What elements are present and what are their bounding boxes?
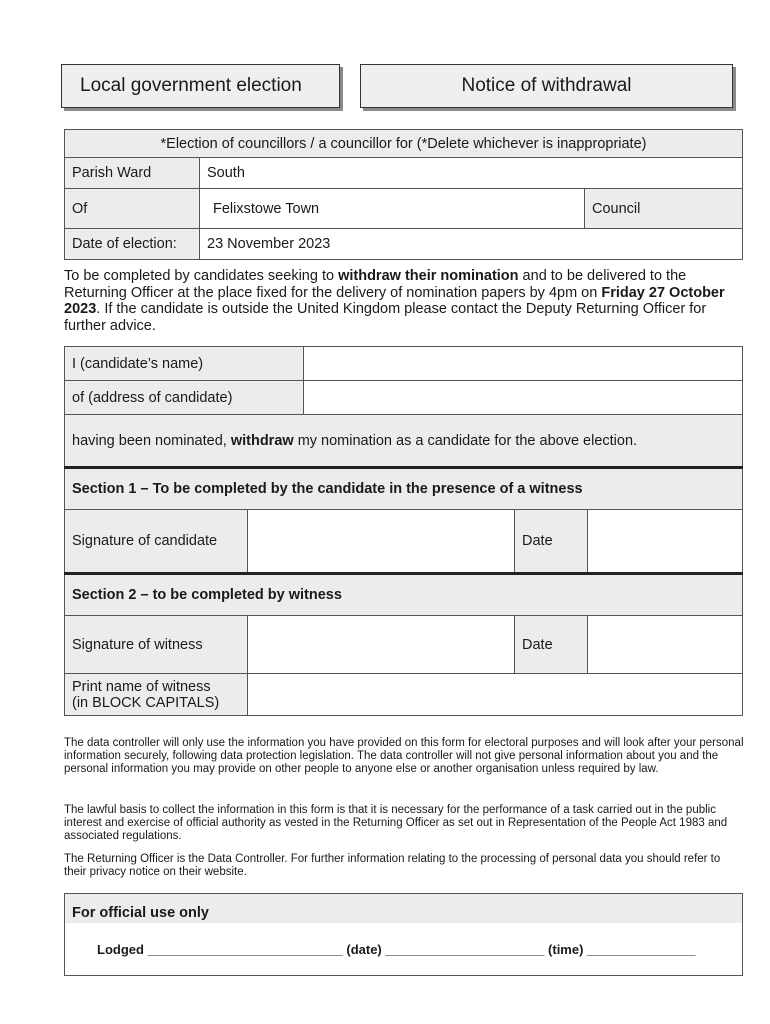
signature-sections-table — [64, 466, 743, 716]
intro-bold-1: withdraw their nomination — [338, 268, 519, 284]
witness-signature-label: Signature of witness — [65, 616, 248, 674]
witness-date-label: Date — [515, 616, 588, 674]
statement-text-1: having been nominated, — [72, 432, 231, 449]
print-label-line2: (in BLOCK CAPITALS) — [72, 694, 220, 711]
print-label-line1: Print name of witness — [72, 678, 211, 695]
election-date-label: Date of election: — [65, 229, 200, 260]
lodged-line: Lodged ___________________________ (date) ______________________ (time) _______________ — [97, 942, 696, 957]
candidate-name-label: I (candidate’s name) — [65, 347, 304, 381]
candidate-date-label: Date — [515, 510, 588, 574]
witness-print-name-field[interactable] — [248, 674, 743, 716]
witness-date-field[interactable] — [588, 616, 743, 674]
intro-text-3: . If the candidate is outside the United Kingdom please contact the Deputy Returning Officer for further advice. — [64, 301, 707, 334]
notice-title — [360, 64, 733, 108]
candidate-address-label: of (address of candidate) — [65, 381, 304, 415]
election-type-title — [61, 64, 340, 108]
candidate-address-field[interactable] — [304, 381, 743, 415]
candidate-table — [64, 346, 743, 467]
witness-signature-field[interactable] — [248, 616, 515, 674]
election-date-field[interactable]: 23 November 2023 — [200, 229, 743, 260]
statement-bold: withdraw — [230, 432, 294, 449]
intro-text-1: To be completed by candidates seeking to — [64, 268, 339, 284]
council-name-field[interactable]: Felixstowe Town — [200, 189, 585, 229]
candidate-date-field[interactable] — [588, 510, 743, 574]
privacy-paragraph-1: The data controller will only use the information you have provided on this form for electoral purposes and will look after your personal information securely, following data protection legislation. The data controller will not give personal information about you and the personal information you may provide on other people to anyone else or another organisation unless required by law. — [64, 737, 744, 776]
candidate-signature-label: Signature of candidate — [65, 510, 248, 574]
election-type-text: Local government election — [80, 75, 302, 96]
witness-print-name-label — [65, 674, 248, 716]
of-label: Of — [65, 189, 200, 229]
parish-ward-label: Parish Ward — [65, 158, 200, 189]
parish-ward-field[interactable]: South — [200, 158, 743, 189]
intro-paragraph — [64, 268, 744, 334]
withdrawal-statement — [65, 415, 743, 467]
election-heading: *Election of councillors / a councillor for (*Delete whichever is inappropriate) — [65, 130, 743, 158]
privacy-paragraph-2: The lawful basis to collect the information in this form is that it is necessary for the performance of a task carried out in the public interest and exercise of official authority as vested in the Returning Officer as set out in Representation of the People Act 1983 and associated regulations. — [64, 804, 728, 843]
candidate-name-field[interactable] — [304, 347, 743, 381]
notice-title-text: Notice of withdrawal — [461, 75, 632, 96]
election-details-table — [64, 129, 743, 260]
statement-text-2: my nomination as a candidate for the above election. — [293, 432, 638, 449]
official-use-heading: For official use only — [65, 894, 742, 923]
official-use-box — [64, 893, 743, 976]
section2-heading: Section 2 – to be completed by witness — [65, 574, 743, 616]
council-label: Council — [585, 189, 743, 229]
section1-heading: Section 1 – To be completed by the candidate in the presence of a witness — [65, 468, 743, 510]
candidate-signature-field[interactable] — [248, 510, 515, 574]
intro-text-2: and to be delivered to the Returning Officer at the place fixed for the delivery of nomination papers by 4pm on — [64, 268, 687, 301]
privacy-paragraph-3: The Returning Officer is the Data Controller. For further information relating to the processing of personal data you should refer to their privacy notice on their website. — [64, 853, 721, 879]
intro-bold-2: Friday 27 October 2023 — [64, 284, 725, 317]
